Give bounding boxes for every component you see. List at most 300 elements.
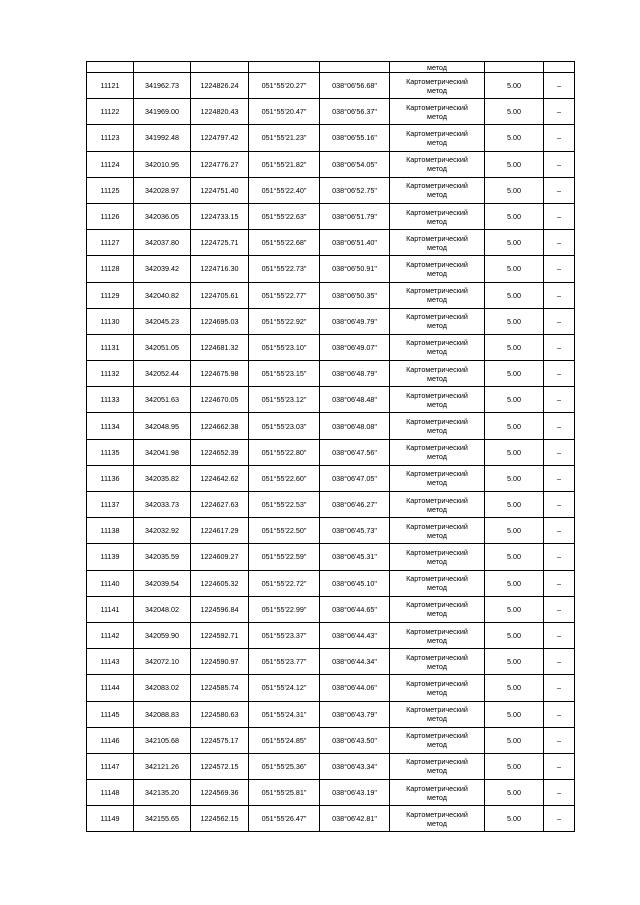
point-number-cell: 11142 [87, 622, 134, 648]
method-cell [390, 230, 485, 256]
latitude-cell: 051°55'22.72" [249, 570, 320, 596]
point-number-cell: 11122 [87, 99, 134, 125]
accuracy-cell: 5.00 [485, 570, 544, 596]
method-line-1: Картометрический [406, 76, 468, 86]
x-coordinate-cell: 341992.48 [134, 125, 191, 151]
x-coordinate-cell: 342028.97 [134, 177, 191, 203]
y-coordinate-cell: 1224562.15 [191, 806, 249, 832]
empty-cell [249, 62, 320, 73]
longitude-cell: 038°06'47.56" [320, 439, 390, 465]
point-number-cell: 11135 [87, 439, 134, 465]
y-coordinate-cell: 1224695.03 [191, 308, 249, 334]
method-line-1: Картометрический [406, 626, 468, 636]
x-coordinate-cell: 342041.98 [134, 439, 191, 465]
x-coordinate-cell: 342135.20 [134, 780, 191, 806]
table-row [87, 492, 575, 518]
longitude-cell: 038°06'45.10" [320, 570, 390, 596]
method-continuation-cell: метод [390, 62, 485, 73]
latitude-cell: 051°55'23.03" [249, 413, 320, 439]
empty-cell [87, 62, 134, 73]
y-coordinate-cell: 1224609.27 [191, 544, 249, 570]
x-coordinate-cell: 342010.95 [134, 151, 191, 177]
method-line-1: Картометрический [406, 443, 468, 453]
point-number-cell: 11139 [87, 544, 134, 570]
y-coordinate-cell: 1224642.62 [191, 465, 249, 491]
description-cell: – [544, 256, 575, 282]
method-line-2: метод [427, 268, 447, 278]
method-line-1: Картометрический [406, 128, 468, 138]
x-coordinate-cell: 342040.82 [134, 282, 191, 308]
latitude-cell: 051°55'22.77" [249, 282, 320, 308]
accuracy-cell: 5.00 [485, 413, 544, 439]
accuracy-cell: 5.00 [485, 334, 544, 360]
empty-cell [485, 62, 544, 73]
description-cell: – [544, 727, 575, 753]
point-number-cell: 11146 [87, 727, 134, 753]
description-cell: – [544, 334, 575, 360]
latitude-cell: 051°55'20.27" [249, 73, 320, 99]
method-line-1: Картометрический [406, 495, 468, 505]
method-line-2: метод [427, 164, 447, 174]
method-line-2: метод [427, 190, 447, 200]
method-cell [390, 596, 485, 622]
method-line-2: метод [427, 661, 447, 671]
method-line-2: метод [427, 530, 447, 540]
longitude-cell: 038°06'44.65" [320, 596, 390, 622]
description-cell: – [544, 649, 575, 675]
y-coordinate-cell: 1224751.40 [191, 177, 249, 203]
table-row [87, 99, 575, 125]
table-row [87, 125, 575, 151]
longitude-cell: 038°06'45.73" [320, 518, 390, 544]
table-row [87, 73, 575, 99]
longitude-cell: 038°06'48.48" [320, 387, 390, 413]
longitude-cell: 038°06'46.27" [320, 492, 390, 518]
table-row [87, 334, 575, 360]
y-coordinate-cell: 1224797.42 [191, 125, 249, 151]
longitude-cell: 038°06'52.75" [320, 177, 390, 203]
y-coordinate-cell: 1224585.74 [191, 675, 249, 701]
method-line-2: метод [427, 111, 447, 121]
description-cell: – [544, 230, 575, 256]
longitude-cell: 038°06'45.31" [320, 544, 390, 570]
method-cell [390, 439, 485, 465]
accuracy-cell: 5.00 [485, 361, 544, 387]
point-number-cell: 11144 [87, 675, 134, 701]
x-coordinate-cell: 342048.02 [134, 596, 191, 622]
table-row [87, 230, 575, 256]
method-line-1: Картометрический [406, 390, 468, 400]
description-cell: – [544, 675, 575, 701]
y-coordinate-cell: 1224826.24 [191, 73, 249, 99]
x-coordinate-cell: 342052.44 [134, 361, 191, 387]
table-row [87, 465, 575, 491]
method-line-1: Картометрический [406, 155, 468, 165]
accuracy-cell: 5.00 [485, 622, 544, 648]
x-coordinate-cell: 342035.59 [134, 544, 191, 570]
method-line-1: Картометрический [406, 207, 468, 217]
continuation-row [87, 62, 575, 73]
longitude-cell: 038°06'51.79" [320, 203, 390, 229]
table-row [87, 649, 575, 675]
method-line-2: метод [427, 347, 447, 357]
method-line-2: метод [427, 478, 447, 488]
y-coordinate-cell: 1224617.29 [191, 518, 249, 544]
method-line-1: Картометрический [406, 809, 468, 819]
method-line-1: Картометрический [406, 783, 468, 793]
longitude-cell: 038°06'49.07" [320, 334, 390, 360]
method-line-1: Картометрический [406, 338, 468, 348]
longitude-cell: 038°06'44.06" [320, 675, 390, 701]
method-cell [390, 727, 485, 753]
method-line-1: Картометрический [406, 233, 468, 243]
longitude-cell: 038°06'54.05" [320, 151, 390, 177]
method-cell [390, 413, 485, 439]
method-line-1: Картометрический [406, 547, 468, 557]
method-cell [390, 544, 485, 570]
longitude-cell: 038°06'42.81" [320, 806, 390, 832]
method-line-1: Картометрический [406, 417, 468, 427]
x-coordinate-cell: 342045.23 [134, 308, 191, 334]
method-cell [390, 125, 485, 151]
y-coordinate-cell: 1224670.05 [191, 387, 249, 413]
table-row [87, 727, 575, 753]
description-cell: – [544, 753, 575, 779]
accuracy-cell: 5.00 [485, 780, 544, 806]
method-line-2: метод [427, 242, 447, 252]
longitude-cell: 038°06'43.50" [320, 727, 390, 753]
y-coordinate-cell: 1224590.97 [191, 649, 249, 675]
method-line-2: метод [427, 818, 447, 828]
x-coordinate-cell: 342051.63 [134, 387, 191, 413]
description-cell: – [544, 203, 575, 229]
longitude-cell: 038°06'44.34" [320, 649, 390, 675]
method-line-2: метод [427, 216, 447, 226]
method-cell [390, 334, 485, 360]
longitude-cell: 038°06'55.16" [320, 125, 390, 151]
latitude-cell: 051°55'21.82" [249, 151, 320, 177]
method-cell [390, 753, 485, 779]
table-row [87, 675, 575, 701]
latitude-cell: 051°55'23.10" [249, 334, 320, 360]
method-line-2: метод [427, 399, 447, 409]
longitude-cell: 038°06'48.08" [320, 413, 390, 439]
x-coordinate-cell: 342083.02 [134, 675, 191, 701]
method-cell [390, 256, 485, 282]
x-coordinate-cell: 342059.90 [134, 622, 191, 648]
y-coordinate-cell: 1224675.98 [191, 361, 249, 387]
y-coordinate-cell: 1224575.17 [191, 727, 249, 753]
method-line-1: Картометрический [406, 731, 468, 741]
latitude-cell: 051°55'23.37" [249, 622, 320, 648]
point-number-cell: 11130 [87, 308, 134, 334]
latitude-cell: 051°55'26.47" [249, 806, 320, 832]
description-cell: – [544, 413, 575, 439]
method-line-2: метод [427, 687, 447, 697]
method-line-1: Картометрический [406, 652, 468, 662]
description-cell: – [544, 806, 575, 832]
point-number-cell: 11136 [87, 465, 134, 491]
method-line-2: метод [427, 85, 447, 95]
method-cell [390, 518, 485, 544]
method-line-1: Картометрический [406, 705, 468, 715]
table-row [87, 308, 575, 334]
x-coordinate-cell: 342032.92 [134, 518, 191, 544]
description-cell: – [544, 596, 575, 622]
empty-cell [544, 62, 575, 73]
latitude-cell: 051°55'22.68" [249, 230, 320, 256]
latitude-cell: 051°55'25.36" [249, 753, 320, 779]
accuracy-cell: 5.00 [485, 727, 544, 753]
point-number-cell: 11149 [87, 806, 134, 832]
table-row [87, 544, 575, 570]
point-number-cell: 11143 [87, 649, 134, 675]
accuracy-cell: 5.00 [485, 99, 544, 125]
x-coordinate-cell: 342051.05 [134, 334, 191, 360]
point-number-cell: 11124 [87, 151, 134, 177]
y-coordinate-cell: 1224596.84 [191, 596, 249, 622]
description-cell: – [544, 544, 575, 570]
longitude-cell: 038°06'43.19" [320, 780, 390, 806]
table-row [87, 361, 575, 387]
description-cell: – [544, 308, 575, 334]
longitude-cell: 038°06'44.43" [320, 622, 390, 648]
method-cell [390, 282, 485, 308]
point-number-cell: 11132 [87, 361, 134, 387]
latitude-cell: 051°55'22.80" [249, 439, 320, 465]
x-coordinate-cell: 342048.95 [134, 413, 191, 439]
accuracy-cell: 5.00 [485, 492, 544, 518]
x-coordinate-cell: 341962.73 [134, 73, 191, 99]
method-line-1: Картометрический [406, 312, 468, 322]
method-cell [390, 570, 485, 596]
empty-cell [320, 62, 390, 73]
y-coordinate-cell: 1224572.15 [191, 753, 249, 779]
table-row [87, 151, 575, 177]
coordinates-table-body [87, 62, 575, 832]
method-line-2: метод [427, 426, 447, 436]
table-row [87, 806, 575, 832]
method-cell [390, 387, 485, 413]
table-row [87, 203, 575, 229]
description-cell: – [544, 282, 575, 308]
y-coordinate-cell: 1224681.32 [191, 334, 249, 360]
method-line-2: метод [427, 792, 447, 802]
accuracy-cell: 5.00 [485, 308, 544, 334]
method-cell [390, 492, 485, 518]
accuracy-cell: 5.00 [485, 806, 544, 832]
latitude-cell: 051°55'23.12" [249, 387, 320, 413]
description-cell: – [544, 177, 575, 203]
description-cell: – [544, 125, 575, 151]
method-cell [390, 675, 485, 701]
method-line-1: Картометрический [406, 574, 468, 584]
table-row [87, 780, 575, 806]
point-number-cell: 11137 [87, 492, 134, 518]
table-row [87, 518, 575, 544]
description-cell: – [544, 387, 575, 413]
method-line-1: Картометрический [406, 181, 468, 191]
accuracy-cell: 5.00 [485, 256, 544, 282]
method-cell [390, 99, 485, 125]
latitude-cell: 051°55'25.81" [249, 780, 320, 806]
y-coordinate-cell: 1224652.39 [191, 439, 249, 465]
latitude-cell: 051°55'20.47" [249, 99, 320, 125]
x-coordinate-cell: 342035.82 [134, 465, 191, 491]
accuracy-cell: 5.00 [485, 701, 544, 727]
latitude-cell: 051°55'21.23" [249, 125, 320, 151]
method-cell [390, 203, 485, 229]
longitude-cell: 038°06'56.37" [320, 99, 390, 125]
latitude-cell: 051°55'22.63" [249, 203, 320, 229]
method-cell [390, 701, 485, 727]
description-cell: – [544, 518, 575, 544]
description-cell: – [544, 73, 575, 99]
latitude-cell: 051°55'22.73" [249, 256, 320, 282]
description-cell: – [544, 465, 575, 491]
y-coordinate-cell: 1224569.36 [191, 780, 249, 806]
description-cell: – [544, 439, 575, 465]
latitude-cell: 051°55'23.15" [249, 361, 320, 387]
point-number-cell: 11147 [87, 753, 134, 779]
y-coordinate-cell: 1224820.43 [191, 99, 249, 125]
method-cell [390, 780, 485, 806]
coordinates-table [86, 61, 575, 832]
x-coordinate-cell: 342105.68 [134, 727, 191, 753]
y-coordinate-cell: 1224580.63 [191, 701, 249, 727]
description-cell: – [544, 361, 575, 387]
accuracy-cell: 5.00 [485, 596, 544, 622]
description-cell: – [544, 701, 575, 727]
table-row [87, 701, 575, 727]
description-cell: – [544, 780, 575, 806]
accuracy-cell: 5.00 [485, 465, 544, 491]
y-coordinate-cell: 1224662.38 [191, 413, 249, 439]
point-number-cell: 11129 [87, 282, 134, 308]
longitude-cell: 038°06'43.79" [320, 701, 390, 727]
x-coordinate-cell: 342033.73 [134, 492, 191, 518]
accuracy-cell: 5.00 [485, 203, 544, 229]
method-line-1: Картометрический [406, 286, 468, 296]
latitude-cell: 051°55'24.85" [249, 727, 320, 753]
point-number-cell: 11127 [87, 230, 134, 256]
x-coordinate-cell: 342088.83 [134, 701, 191, 727]
y-coordinate-cell: 1224716.30 [191, 256, 249, 282]
table-row [87, 622, 575, 648]
description-cell: – [544, 570, 575, 596]
description-cell: – [544, 151, 575, 177]
point-number-cell: 11141 [87, 596, 134, 622]
table-row [87, 753, 575, 779]
table-row [87, 439, 575, 465]
method-line-1: Картометрический [406, 678, 468, 688]
empty-cell [134, 62, 191, 73]
method-line-1: Картометрический [406, 259, 468, 269]
longitude-cell: 038°06'47.05" [320, 465, 390, 491]
description-cell: – [544, 492, 575, 518]
longitude-cell: 038°06'50.35" [320, 282, 390, 308]
latitude-cell: 051°55'22.99" [249, 596, 320, 622]
accuracy-cell: 5.00 [485, 387, 544, 413]
accuracy-cell: 5.00 [485, 439, 544, 465]
y-coordinate-cell: 1224627.63 [191, 492, 249, 518]
x-coordinate-cell: 342155.65 [134, 806, 191, 832]
method-line-1: Картометрический [406, 469, 468, 479]
accuracy-cell: 5.00 [485, 518, 544, 544]
y-coordinate-cell: 1224705.61 [191, 282, 249, 308]
accuracy-cell: 5.00 [485, 675, 544, 701]
table-row [87, 282, 575, 308]
point-number-cell: 11125 [87, 177, 134, 203]
table-row [87, 177, 575, 203]
method-line-1: Картометрический [406, 757, 468, 767]
longitude-cell: 038°06'48.79" [320, 361, 390, 387]
empty-cell [191, 62, 249, 73]
description-cell: – [544, 622, 575, 648]
point-number-cell: 11131 [87, 334, 134, 360]
table-row [87, 596, 575, 622]
latitude-cell: 051°55'22.50" [249, 518, 320, 544]
x-coordinate-cell: 342036.05 [134, 203, 191, 229]
accuracy-cell: 5.00 [485, 151, 544, 177]
method-line-1: Картометрический [406, 521, 468, 531]
method-cell [390, 465, 485, 491]
y-coordinate-cell: 1224605.32 [191, 570, 249, 596]
point-number-cell: 11126 [87, 203, 134, 229]
method-line-1: Картометрический [406, 102, 468, 112]
accuracy-cell: 5.00 [485, 230, 544, 256]
method-cell [390, 73, 485, 99]
y-coordinate-cell: 1224733.15 [191, 203, 249, 229]
table-row [87, 387, 575, 413]
x-coordinate-cell: 342039.54 [134, 570, 191, 596]
longitude-cell: 038°06'50.91" [320, 256, 390, 282]
y-coordinate-cell: 1224592.71 [191, 622, 249, 648]
method-cell [390, 622, 485, 648]
accuracy-cell: 5.00 [485, 73, 544, 99]
method-line-1: Картометрический [406, 364, 468, 374]
point-number-cell: 11145 [87, 701, 134, 727]
x-coordinate-cell: 342037.80 [134, 230, 191, 256]
latitude-cell: 051°55'24.12" [249, 675, 320, 701]
method-line-2: метод [427, 609, 447, 619]
point-number-cell: 11140 [87, 570, 134, 596]
method-line-2: метод [427, 373, 447, 383]
point-number-cell: 11134 [87, 413, 134, 439]
accuracy-cell: 5.00 [485, 125, 544, 151]
latitude-cell: 051°55'22.60" [249, 465, 320, 491]
latitude-cell: 051°55'22.59" [249, 544, 320, 570]
method-line-2: метод [427, 714, 447, 724]
x-coordinate-cell: 341969.00 [134, 99, 191, 125]
latitude-cell: 051°55'22.53" [249, 492, 320, 518]
method-line-2: метод [427, 556, 447, 566]
table-row [87, 570, 575, 596]
longitude-cell: 038°06'49.79" [320, 308, 390, 334]
method-line-2: метод [427, 295, 447, 305]
method-cell [390, 649, 485, 675]
latitude-cell: 051°55'22.92" [249, 308, 320, 334]
longitude-cell: 038°06'51.40" [320, 230, 390, 256]
method-cell [390, 177, 485, 203]
latitude-cell: 051°55'22.40" [249, 177, 320, 203]
x-coordinate-cell: 342039.42 [134, 256, 191, 282]
point-number-cell: 11133 [87, 387, 134, 413]
accuracy-cell: 5.00 [485, 544, 544, 570]
method-line-2: метод [427, 635, 447, 645]
latitude-cell: 051°55'23.77" [249, 649, 320, 675]
point-number-cell: 11138 [87, 518, 134, 544]
